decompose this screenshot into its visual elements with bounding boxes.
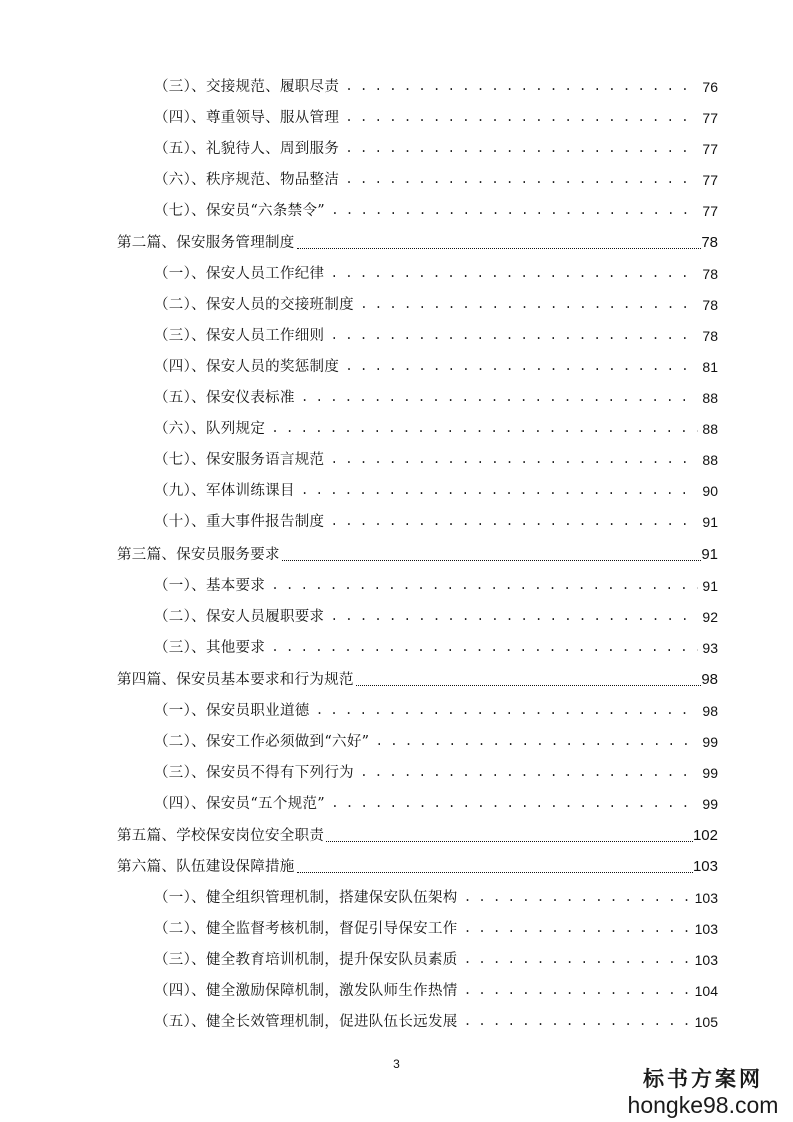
toc-entry-title: （五）、礼貌待人、周到服务	[154, 141, 340, 157]
toc-entry-page: 91	[702, 514, 718, 530]
toc-entry-title: （六）、队列规定	[154, 421, 266, 437]
toc-entry-page: 77	[702, 110, 718, 126]
dot-leader	[301, 389, 699, 407]
toc-entry	[154, 72, 718, 96]
toc-entry-page: 103	[694, 952, 718, 968]
dot-leader	[330, 265, 698, 283]
toc-chapter-title: 第五篇、学校保安岗位安全职责	[117, 828, 325, 844]
toc-entry-page: 77	[702, 172, 718, 188]
dot-leader	[464, 889, 691, 907]
toc-entry	[154, 290, 718, 314]
toc-chapter-page: 78	[701, 234, 718, 251]
toc-entry	[154, 259, 718, 283]
toc-entry-page: 76	[702, 79, 718, 95]
dot-leader	[271, 577, 698, 595]
toc-entry-page: 91	[702, 578, 718, 594]
toc-chapter	[117, 540, 718, 564]
toc-chapter-title: 第二篇、保安服务管理制度	[117, 235, 295, 251]
toc-entry	[154, 196, 718, 220]
toc-entry-title: （四）、保安员“五个规范”	[154, 796, 325, 812]
toc-entry-page: 105	[694, 1014, 718, 1030]
toc-entry-page: 104	[694, 983, 718, 999]
toc-entry-title: （六）、秩序规范、物品整洁	[154, 172, 340, 188]
toc-entry	[154, 633, 718, 657]
dot-leader	[330, 608, 698, 626]
dot-leader	[297, 246, 702, 249]
watermark-name: 标书方案网	[643, 1066, 763, 1091]
toc-entry-title: （四）、健全激励保障机制，激发队师生作热情	[154, 983, 458, 999]
toc-entry	[154, 476, 718, 500]
toc-entry-page: 90	[702, 483, 718, 499]
toc-entry-page: 88	[702, 421, 718, 437]
toc-entry	[154, 914, 718, 938]
toc-chapter-title: 第四篇、保安员基本要求和行为规范	[117, 672, 354, 688]
toc-chapter	[117, 821, 718, 845]
toc-entry-title: （四）、保安人员的奖惩制度	[154, 359, 340, 375]
toc-entry-title: （十）、重大事件报告制度	[154, 514, 325, 530]
toc-entry	[154, 602, 718, 626]
toc-chapter	[117, 665, 718, 689]
toc-entry-page: 93	[702, 640, 718, 656]
toc-entry	[154, 1007, 718, 1031]
dot-leader	[356, 683, 702, 686]
dot-leader	[282, 558, 702, 561]
toc-entry	[154, 414, 718, 438]
dot-leader	[360, 296, 698, 314]
dot-leader	[330, 327, 698, 345]
toc-entry-page: 77	[702, 203, 718, 219]
toc-entry-title: （一）、保安员职业道德	[154, 703, 310, 719]
toc-entry-title: （一）、基本要求	[154, 578, 266, 594]
toc-entry-title: （三）、交接规范、履职尽责	[154, 79, 340, 95]
toc-entry-title: （一）、保安人员工作纪律	[154, 266, 325, 282]
toc-entry	[154, 789, 718, 813]
toc-entry	[154, 571, 718, 595]
dot-leader	[331, 795, 698, 813]
dot-leader	[345, 140, 698, 158]
dot-leader	[375, 733, 698, 751]
toc-entry-title: （四）、尊重领导、服从管理	[154, 110, 340, 126]
toc-entry	[154, 383, 718, 407]
toc-entry-page: 77	[702, 141, 718, 157]
watermark	[623, 1066, 783, 1118]
toc-chapter-page: 98	[701, 671, 718, 688]
toc-entry-title: （二）、保安人员的交接班制度	[154, 297, 354, 313]
toc-entry	[154, 134, 718, 158]
dot-leader	[297, 870, 693, 873]
toc-chapter-title: 第三篇、保安员服务要求	[117, 547, 280, 563]
toc-entry	[154, 883, 718, 907]
toc-entry	[154, 165, 718, 189]
toc-entry	[154, 696, 718, 720]
toc-entry	[154, 103, 718, 127]
toc-entry-title: （二）、保安工作必须做到“六好”	[154, 734, 370, 750]
dot-leader	[345, 109, 698, 127]
dot-leader	[331, 202, 698, 220]
toc-entry-page: 98	[702, 703, 718, 719]
toc-entry-title: （一）、健全组织管理机制，搭建保安队伍架构	[154, 890, 458, 906]
toc-entry-title: （五）、保安仪表标准	[154, 390, 295, 406]
toc-entry-page: 78	[702, 266, 718, 282]
toc-entry	[154, 507, 718, 531]
toc-entry	[154, 352, 718, 376]
toc-entry	[154, 321, 718, 345]
toc-entry-page: 99	[702, 765, 718, 781]
toc-entry-title: （三）、健全教育培训机制，提升保安队员素质	[154, 952, 458, 968]
dot-leader	[464, 982, 691, 1000]
toc-entry-page: 81	[702, 359, 718, 375]
toc-entry-title: （二）、保安人员履职要求	[154, 609, 325, 625]
dot-leader	[464, 1013, 691, 1031]
toc-entry-title: （九）、军体训练课目	[154, 483, 295, 499]
dot-leader	[345, 171, 698, 189]
toc-entry-page: 103	[694, 890, 718, 906]
toc-entry	[154, 976, 718, 1000]
toc-entry-page: 103	[694, 921, 718, 937]
dot-leader	[464, 920, 691, 938]
toc-chapter-page: 102	[692, 827, 718, 844]
toc-entry	[154, 445, 718, 469]
toc-entry-title: （三）、保安员不得有下列行为	[154, 765, 354, 781]
toc-chapter-page: 91	[701, 546, 718, 563]
toc-entry	[154, 758, 718, 782]
toc-chapter-title: 第六篇、队伍建设保障措施	[117, 859, 295, 875]
dot-leader	[326, 839, 693, 842]
toc-entry	[154, 727, 718, 751]
page-number: 3	[393, 1057, 400, 1071]
toc-entry-page: 99	[702, 796, 718, 812]
watermark-url: hongke98.com	[627, 1092, 779, 1118]
dot-leader	[301, 482, 699, 500]
dot-leader	[464, 951, 691, 969]
toc-entry-page: 88	[702, 452, 718, 468]
dot-leader	[271, 420, 698, 438]
toc-entry-title: （七）、保安员“六条禁令”	[154, 203, 325, 219]
dot-leader	[345, 78, 698, 96]
toc-entry-page: 78	[702, 328, 718, 344]
toc-entry-title: （三）、保安人员工作细则	[154, 328, 325, 344]
dot-leader	[316, 702, 699, 720]
toc-entry-title: （三）、其他要求	[154, 640, 266, 656]
toc-chapter	[117, 852, 718, 876]
toc-chapter-page: 103	[692, 858, 718, 875]
toc-entry	[154, 945, 718, 969]
toc-entry-page: 92	[702, 609, 718, 625]
toc-entry-page: 99	[702, 734, 718, 750]
dot-leader	[271, 639, 698, 657]
toc-entry-title: （七）、保安服务语言规范	[154, 452, 325, 468]
dot-leader	[360, 764, 698, 782]
toc-entry-title: （五）、健全长效管理机制，促进队伍长远发展	[154, 1014, 458, 1030]
dot-leader	[345, 358, 698, 376]
dot-leader	[330, 513, 698, 531]
toc-entry-title: （二）、健全监督考核机制，督促引导保安工作	[154, 921, 458, 937]
dot-leader	[330, 451, 698, 469]
toc-entry-page: 78	[702, 297, 718, 313]
toc-entry-page: 88	[702, 390, 718, 406]
toc-chapter	[117, 228, 718, 252]
